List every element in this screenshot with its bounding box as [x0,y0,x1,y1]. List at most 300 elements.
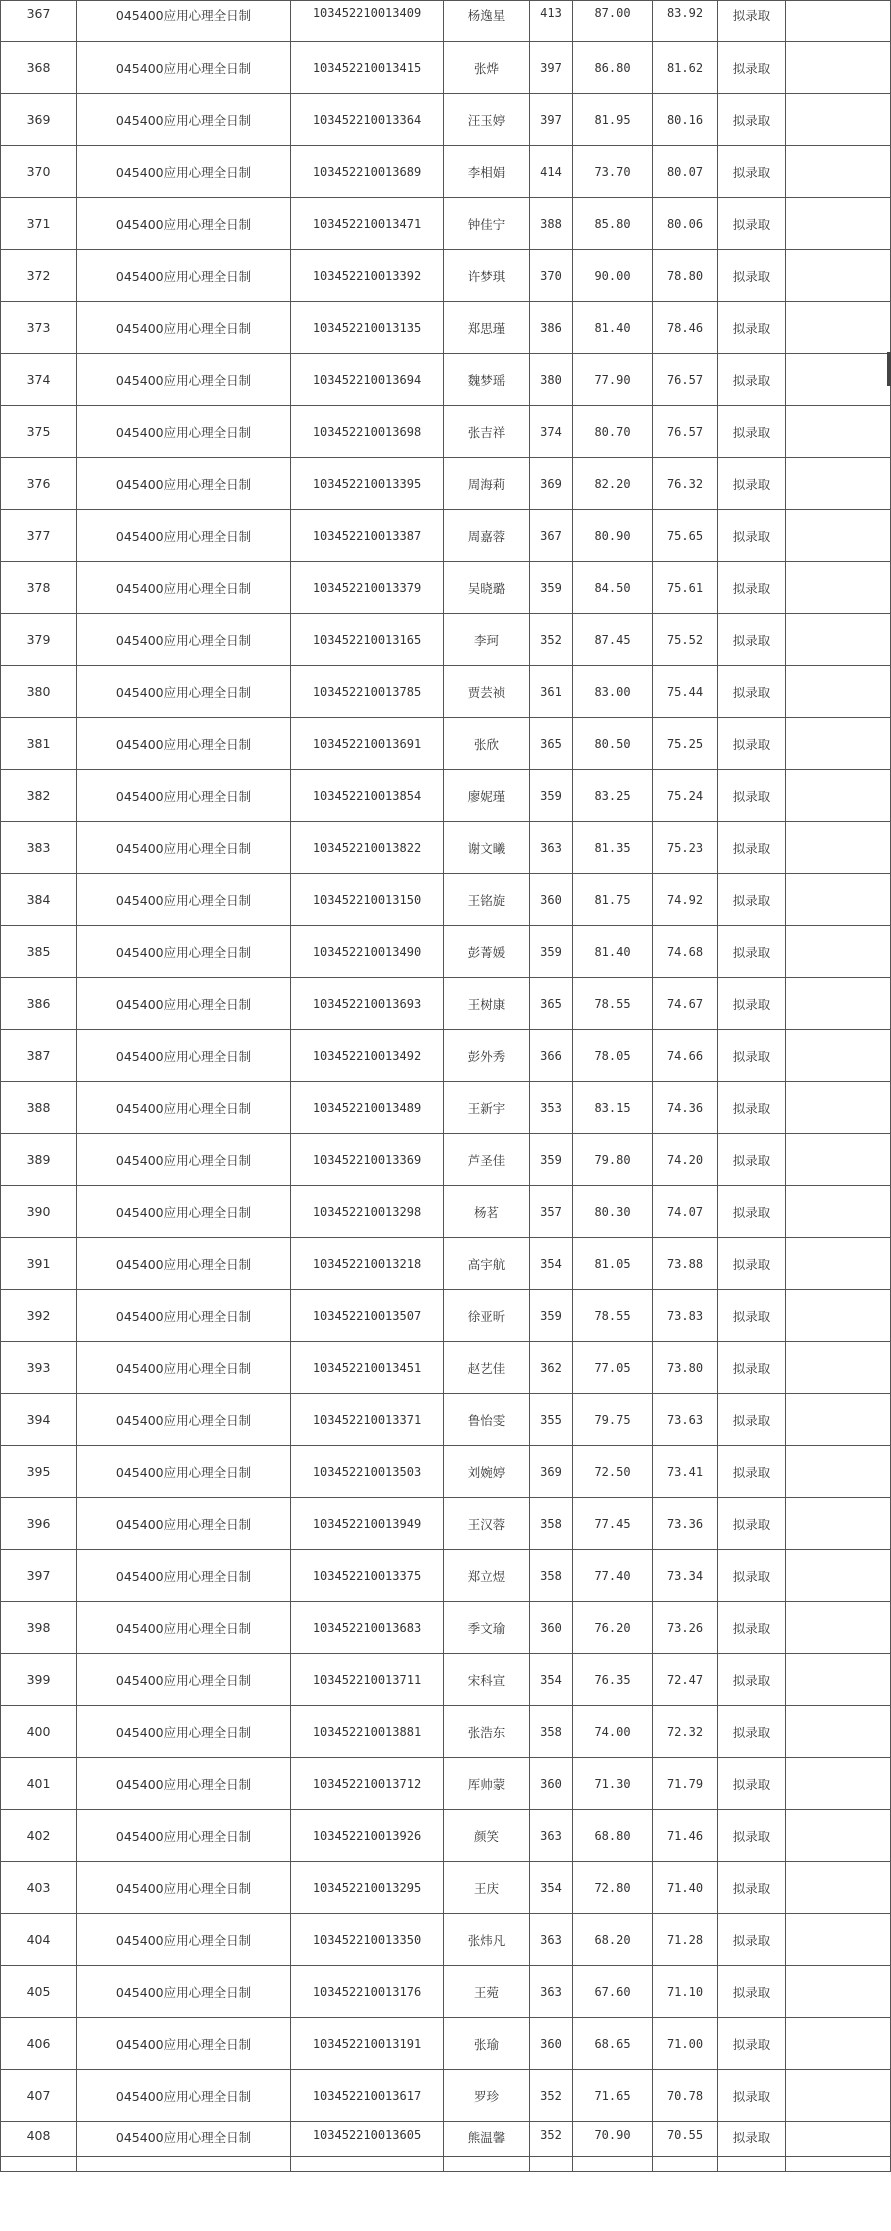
program-cell: 045400应用心理全日制 [77,874,291,926]
remarks-cell [786,926,891,978]
program-cell: 045400应用心理全日制 [77,562,291,614]
total-score-cell: 81.62 [653,42,718,94]
status-cell: 拟录取 [718,1862,786,1914]
program-cell: 045400应用心理全日制 [77,1550,291,1602]
status-cell: 拟录取 [718,926,786,978]
exam-id-cell: 103452210013693 [291,978,444,1030]
program-cell: 045400应用心理全日制 [77,2070,291,2122]
row-number-cell: 372 [1,250,77,302]
remarks-cell [786,614,891,666]
retest-score-cell: 78.55 [573,1290,653,1342]
initial-score-cell: 354 [530,1654,573,1706]
total-score-cell: 73.34 [653,1550,718,1602]
retest-score-cell: 87.00 [573,1,653,42]
retest-score-cell: 81.75 [573,874,653,926]
program-cell: 045400应用心理全日制 [77,1914,291,1966]
total-score-cell: 74.68 [653,926,718,978]
total-score-cell: 72.32 [653,1706,718,1758]
retest-score-cell: 82.20 [573,458,653,510]
retest-score-cell: 78.05 [573,1030,653,1082]
retest-score-cell: 83.00 [573,666,653,718]
empty-cell [786,2157,891,2172]
status-cell: 拟录取 [718,1082,786,1134]
row-number-cell: 387 [1,1030,77,1082]
exam-id-cell: 103452210013854 [291,770,444,822]
row-number-cell: 407 [1,2070,77,2122]
table-row [1,1966,891,2018]
empty-cell [77,2157,291,2172]
retest-score-cell: 68.65 [573,2018,653,2070]
initial-score-cell: 365 [530,978,573,1030]
retest-score-cell: 74.00 [573,1706,653,1758]
name-cell: 王树康 [444,978,530,1030]
row-number-cell: 391 [1,1238,77,1290]
exam-id-cell: 103452210013218 [291,1238,444,1290]
row-number-cell: 373 [1,302,77,354]
remarks-cell [786,1,891,42]
retest-score-cell: 86.80 [573,42,653,94]
status-cell: 拟录取 [718,978,786,1030]
name-cell: 汪玉婷 [444,94,530,146]
remarks-cell [786,2018,891,2070]
empty-cell [573,2157,653,2172]
row-number-cell: 400 [1,1706,77,1758]
table-row [1,562,891,614]
program-cell: 045400应用心理全日制 [77,458,291,510]
table-row [1,1758,891,1810]
initial-score-cell: 380 [530,354,573,406]
program-cell: 045400应用心理全日制 [77,822,291,874]
exam-id-cell: 103452210013395 [291,458,444,510]
row-number-cell: 386 [1,978,77,1030]
row-number-cell: 405 [1,1966,77,2018]
row-number-cell: 376 [1,458,77,510]
name-cell: 罗珍 [444,2070,530,2122]
retest-score-cell: 77.05 [573,1342,653,1394]
program-cell: 045400应用心理全日制 [77,1602,291,1654]
remarks-cell [786,1082,891,1134]
empty-cell [718,2157,786,2172]
table-body [1,1,891,2172]
exam-id-cell: 103452210013683 [291,1602,444,1654]
retest-score-cell: 84.50 [573,562,653,614]
exam-id-cell: 103452210013375 [291,1550,444,1602]
remarks-cell [786,406,891,458]
remarks-cell [786,198,891,250]
total-score-cell: 73.41 [653,1446,718,1498]
retest-score-cell: 77.90 [573,354,653,406]
initial-score-cell: 365 [530,718,573,770]
retest-score-cell: 90.00 [573,250,653,302]
remarks-cell [786,1758,891,1810]
initial-score-cell: 369 [530,1446,573,1498]
initial-score-cell: 388 [530,198,573,250]
status-cell: 拟录取 [718,406,786,458]
table-row-partial [1,2157,891,2172]
row-number-cell: 401 [1,1758,77,1810]
row-number-cell: 375 [1,406,77,458]
retest-score-cell: 81.05 [573,1238,653,1290]
name-cell: 芦圣佳 [444,1134,530,1186]
name-cell: 吴晓璐 [444,562,530,614]
program-cell: 045400应用心理全日制 [77,1446,291,1498]
initial-score-cell: 360 [530,1602,573,1654]
status-cell: 拟录取 [718,1914,786,1966]
row-number-cell: 402 [1,1810,77,1862]
row-number-cell: 381 [1,718,77,770]
remarks-cell [786,1342,891,1394]
total-score-cell: 74.67 [653,978,718,1030]
retest-score-cell: 68.80 [573,1810,653,1862]
name-cell: 王新宇 [444,1082,530,1134]
table-row [1,198,891,250]
exam-id-cell: 103452210013295 [291,1862,444,1914]
remarks-cell [786,1186,891,1238]
status-cell: 拟录取 [718,2018,786,2070]
status-cell: 拟录取 [718,1290,786,1342]
retest-score-cell: 80.50 [573,718,653,770]
exam-id-cell: 103452210013949 [291,1498,444,1550]
name-cell: 颜笑 [444,1810,530,1862]
name-cell: 张浩东 [444,1706,530,1758]
status-cell: 拟录取 [718,302,786,354]
row-number-cell: 379 [1,614,77,666]
edge-mark [887,352,891,386]
remarks-cell [786,1394,891,1446]
status-cell: 拟录取 [718,1238,786,1290]
name-cell: 厍帅蒙 [444,1758,530,1810]
status-cell: 拟录取 [718,874,786,926]
exam-id-cell: 103452210013176 [291,1966,444,2018]
total-score-cell: 80.06 [653,198,718,250]
remarks-cell [786,1602,891,1654]
remarks-cell [786,1914,891,1966]
remarks-cell [786,718,891,770]
name-cell: 王铭旋 [444,874,530,926]
remarks-cell [786,1862,891,1914]
initial-score-cell: 363 [530,1966,573,2018]
remarks-cell [786,510,891,562]
row-number-cell: 388 [1,1082,77,1134]
total-score-cell: 70.55 [653,2122,718,2157]
name-cell: 李相娟 [444,146,530,198]
table-row [1,718,891,770]
table-row [1,42,891,94]
exam-id-cell: 103452210013371 [291,1394,444,1446]
table-row [1,2122,891,2157]
total-score-cell: 73.63 [653,1394,718,1446]
table-row [1,1550,891,1602]
status-cell: 拟录取 [718,1186,786,1238]
exam-id-cell: 103452210013785 [291,666,444,718]
exam-id-cell: 103452210013490 [291,926,444,978]
row-number-cell: 384 [1,874,77,926]
total-score-cell: 71.28 [653,1914,718,1966]
initial-score-cell: 359 [530,770,573,822]
total-score-cell: 73.80 [653,1342,718,1394]
name-cell: 彭外秀 [444,1030,530,1082]
status-cell: 拟录取 [718,1706,786,1758]
name-cell: 彭菁媛 [444,926,530,978]
initial-score-cell: 363 [530,1810,573,1862]
total-score-cell: 78.46 [653,302,718,354]
remarks-cell [786,458,891,510]
initial-score-cell: 359 [530,1134,573,1186]
table-row [1,406,891,458]
row-number-cell: 396 [1,1498,77,1550]
exam-id-cell: 103452210013135 [291,302,444,354]
status-cell: 拟录取 [718,42,786,94]
program-cell: 045400应用心理全日制 [77,1758,291,1810]
exam-id-cell: 103452210013451 [291,1342,444,1394]
total-score-cell: 74.07 [653,1186,718,1238]
total-score-cell: 74.20 [653,1134,718,1186]
row-number-cell: 395 [1,1446,77,1498]
retest-score-cell: 76.20 [573,1602,653,1654]
initial-score-cell: 363 [530,822,573,874]
exam-id-cell: 103452210013471 [291,198,444,250]
exam-id-cell: 103452210013387 [291,510,444,562]
table-row [1,1706,891,1758]
total-score-cell: 78.80 [653,250,718,302]
status-cell: 拟录取 [718,2122,786,2157]
program-cell: 045400应用心理全日制 [77,926,291,978]
name-cell: 廖妮瑾 [444,770,530,822]
table-row [1,1342,891,1394]
empty-cell [1,2157,77,2172]
name-cell: 周海莉 [444,458,530,510]
program-cell: 045400应用心理全日制 [77,1030,291,1082]
total-score-cell: 73.83 [653,1290,718,1342]
program-cell: 045400应用心理全日制 [77,770,291,822]
remarks-cell [786,1706,891,1758]
row-number-cell: 380 [1,666,77,718]
name-cell: 李珂 [444,614,530,666]
status-cell: 拟录取 [718,718,786,770]
retest-score-cell: 71.30 [573,1758,653,1810]
remarks-cell [786,1030,891,1082]
retest-score-cell: 78.55 [573,978,653,1030]
retest-score-cell: 79.80 [573,1134,653,1186]
exam-id-cell: 103452210013822 [291,822,444,874]
table-row [1,1030,891,1082]
retest-score-cell: 76.35 [573,1654,653,1706]
program-cell: 045400应用心理全日制 [77,1,291,42]
status-cell: 拟录取 [718,1030,786,1082]
retest-score-cell: 83.25 [573,770,653,822]
empty-cell [530,2157,573,2172]
remarks-cell [786,874,891,926]
exam-id-cell: 103452210013694 [291,354,444,406]
exam-id-cell: 103452210013350 [291,1914,444,1966]
name-cell: 魏梦瑶 [444,354,530,406]
program-cell: 045400应用心理全日制 [77,1966,291,2018]
initial-score-cell: 358 [530,1550,573,1602]
initial-score-cell: 397 [530,94,573,146]
remarks-cell [786,1238,891,1290]
name-cell: 谢文曦 [444,822,530,874]
table-row [1,458,891,510]
table-row [1,146,891,198]
status-cell: 拟录取 [718,198,786,250]
exam-id-cell: 103452210013926 [291,1810,444,1862]
initial-score-cell: 354 [530,1238,573,1290]
remarks-cell [786,1290,891,1342]
exam-id-cell: 103452210013689 [291,146,444,198]
remarks-cell [786,146,891,198]
exam-id-cell: 103452210013364 [291,94,444,146]
total-score-cell: 71.00 [653,2018,718,2070]
row-number-cell: 398 [1,1602,77,1654]
status-cell: 拟录取 [718,354,786,406]
table-row [1,614,891,666]
status-cell: 拟录取 [718,614,786,666]
status-cell: 拟录取 [718,562,786,614]
row-number-cell: 390 [1,1186,77,1238]
table-row [1,1238,891,1290]
exam-id-cell: 103452210013711 [291,1654,444,1706]
program-cell: 045400应用心理全日制 [77,1706,291,1758]
exam-id-cell: 103452210013698 [291,406,444,458]
total-score-cell: 71.40 [653,1862,718,1914]
program-cell: 045400应用心理全日制 [77,1238,291,1290]
initial-score-cell: 355 [530,1394,573,1446]
program-cell: 045400应用心理全日制 [77,1186,291,1238]
table-row [1,770,891,822]
program-cell: 045400应用心理全日制 [77,1342,291,1394]
program-cell: 045400应用心理全日制 [77,1290,291,1342]
remarks-cell [786,978,891,1030]
row-number-cell: 377 [1,510,77,562]
row-number-cell: 367 [1,1,77,42]
name-cell: 高宇航 [444,1238,530,1290]
initial-score-cell: 359 [530,926,573,978]
table-row [1,2070,891,2122]
status-cell: 拟录取 [718,1394,786,1446]
program-cell: 045400应用心理全日制 [77,2018,291,2070]
status-cell: 拟录取 [718,94,786,146]
table-row [1,1810,891,1862]
remarks-cell [786,822,891,874]
total-score-cell: 75.44 [653,666,718,718]
name-cell: 宋科宣 [444,1654,530,1706]
initial-score-cell: 366 [530,1030,573,1082]
program-cell: 045400应用心理全日制 [77,354,291,406]
exam-id-cell: 103452210013881 [291,1706,444,1758]
remarks-cell [786,1966,891,2018]
initial-score-cell: 367 [530,510,573,562]
status-cell: 拟录取 [718,510,786,562]
table-row [1,1862,891,1914]
initial-score-cell: 353 [530,1082,573,1134]
row-number-cell: 368 [1,42,77,94]
status-cell: 拟录取 [718,1446,786,1498]
program-cell: 045400应用心理全日制 [77,978,291,1030]
exam-id-cell: 103452210013409 [291,1,444,42]
exam-id-cell: 103452210013150 [291,874,444,926]
program-cell: 045400应用心理全日制 [77,406,291,458]
row-number-cell: 392 [1,1290,77,1342]
row-number-cell: 385 [1,926,77,978]
retest-score-cell: 70.90 [573,2122,653,2157]
row-number-cell: 383 [1,822,77,874]
row-number-cell: 369 [1,94,77,146]
retest-score-cell: 77.45 [573,1498,653,1550]
remarks-cell [786,562,891,614]
row-number-cell: 404 [1,1914,77,1966]
exam-id-cell: 103452210013507 [291,1290,444,1342]
name-cell: 郑立煜 [444,1550,530,1602]
table-row [1,1290,891,1342]
row-number-cell: 370 [1,146,77,198]
table-row [1,510,891,562]
program-cell: 045400应用心理全日制 [77,1394,291,1446]
remarks-cell [786,2122,891,2157]
status-cell: 拟录取 [718,458,786,510]
program-cell: 045400应用心理全日制 [77,198,291,250]
initial-score-cell: 352 [530,614,573,666]
table-row [1,666,891,718]
initial-score-cell: 359 [530,1290,573,1342]
initial-score-cell: 363 [530,1914,573,1966]
retest-score-cell: 87.45 [573,614,653,666]
exam-id-cell: 103452210013503 [291,1446,444,1498]
total-score-cell: 74.36 [653,1082,718,1134]
program-cell: 045400应用心理全日制 [77,666,291,718]
name-cell: 鲁怡雯 [444,1394,530,1446]
name-cell: 张烨 [444,42,530,94]
table-row [1,1394,891,1446]
table-row [1,1914,891,1966]
row-number-cell: 389 [1,1134,77,1186]
total-score-cell: 73.88 [653,1238,718,1290]
retest-score-cell: 81.40 [573,926,653,978]
row-number-cell: 382 [1,770,77,822]
retest-score-cell: 77.40 [573,1550,653,1602]
remarks-cell [786,2070,891,2122]
total-score-cell: 70.78 [653,2070,718,2122]
status-cell: 拟录取 [718,1966,786,2018]
retest-score-cell: 80.70 [573,406,653,458]
initial-score-cell: 358 [530,1498,573,1550]
program-cell: 045400应用心理全日制 [77,1134,291,1186]
initial-score-cell: 369 [530,458,573,510]
retest-score-cell: 72.50 [573,1446,653,1498]
table-row [1,94,891,146]
status-cell: 拟录取 [718,146,786,198]
table-row [1,1082,891,1134]
initial-score-cell: 360 [530,874,573,926]
program-cell: 045400应用心理全日制 [77,1810,291,1862]
initial-score-cell: 414 [530,146,573,198]
total-score-cell: 74.66 [653,1030,718,1082]
status-cell: 拟录取 [718,1654,786,1706]
retest-score-cell: 72.80 [573,1862,653,1914]
total-score-cell: 75.24 [653,770,718,822]
exam-id-cell: 103452210013415 [291,42,444,94]
table-row [1,1134,891,1186]
retest-score-cell: 67.60 [573,1966,653,2018]
exam-id-cell: 103452210013298 [291,1186,444,1238]
table-row [1,302,891,354]
total-score-cell: 74.92 [653,874,718,926]
initial-score-cell: 386 [530,302,573,354]
row-number-cell: 399 [1,1654,77,1706]
status-cell: 拟录取 [718,666,786,718]
name-cell: 徐亚昕 [444,1290,530,1342]
status-cell: 拟录取 [718,250,786,302]
row-number-cell: 378 [1,562,77,614]
